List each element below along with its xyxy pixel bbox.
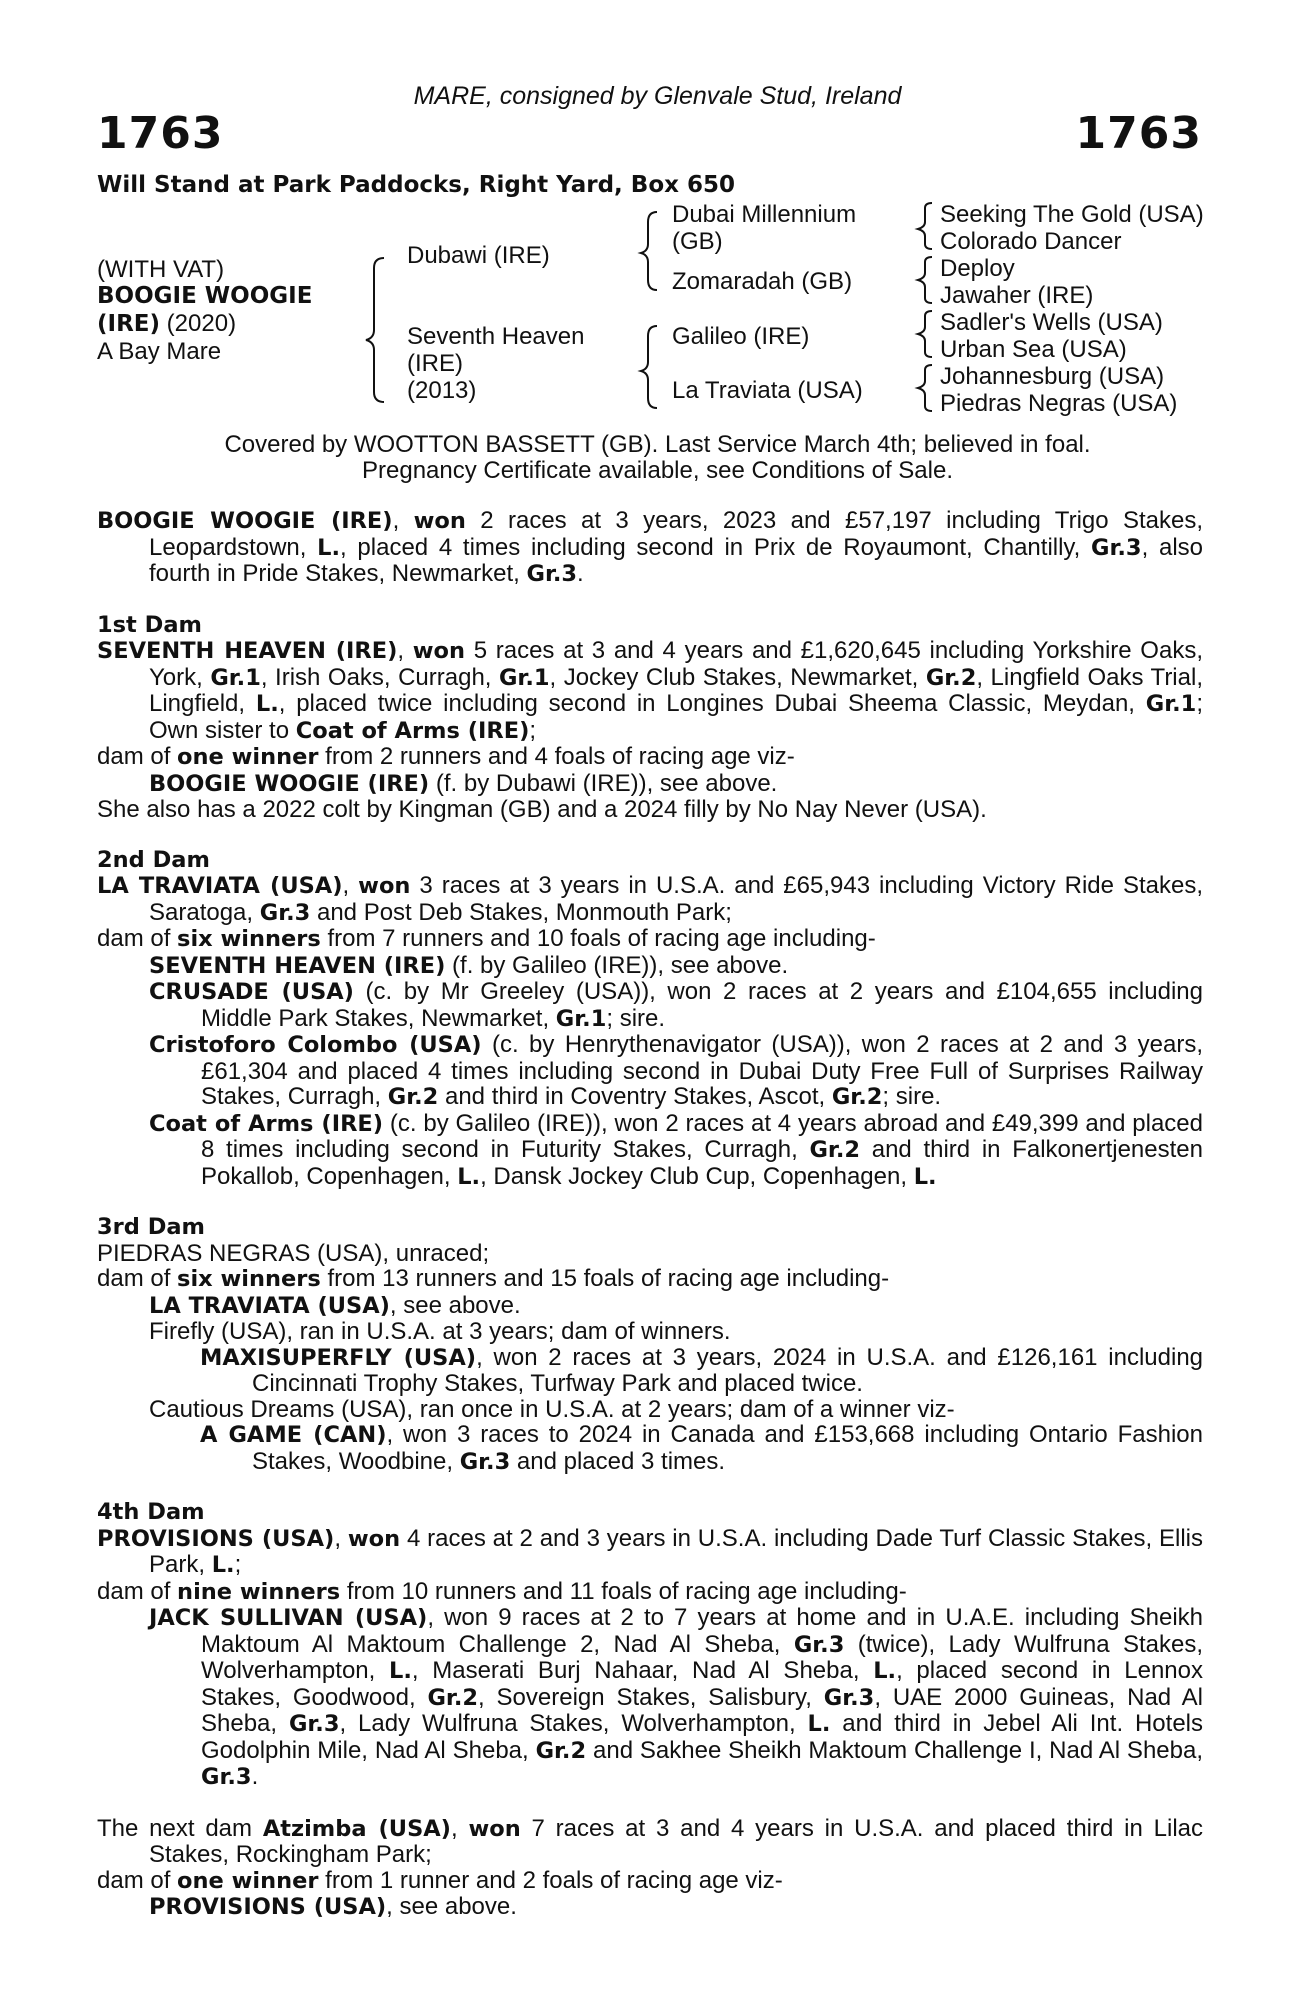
brace-dam bbox=[641, 326, 657, 408]
text-run: , Lingfield Oaks Trial, Lingfield, bbox=[149, 663, 1203, 717]
text-run: 4 races at 2 and 3 years in U.S.A. including Dade Turf Classic Stakes, Ellis Park, bbox=[149, 1524, 1203, 1578]
text-run: from 7 runners and 10 foals of racing age including- bbox=[320, 925, 876, 952]
text-run: dam of bbox=[97, 1577, 178, 1605]
bold-text-run: Gr.3 bbox=[288, 1711, 340, 1737]
consignor-line: MARE, consigned by Glenvale Stud, Ireland bbox=[413, 82, 902, 110]
covering-info: Covered by WOOTTON BASSETT (GB). Last Service March 4th; believed in foal. Pregnancy Certificate available, see Conditions of Sale. bbox=[224, 431, 1091, 484]
pedigree-dam: Seventh Heaven (IRE) (2013) bbox=[407, 323, 585, 404]
text-run: ; bbox=[234, 1551, 242, 1578]
text-run: , placed twice including second in Longines Dubai Sheema Classic, Meydan, bbox=[278, 690, 1146, 717]
text-run: . bbox=[251, 1763, 259, 1790]
text-run: , won 9 races at 2 to 7 years at home and in U.A.E. including Sheikh Maktoum Al Maktoum Challenge 2, Nad Al Sheba, bbox=[201, 1604, 1203, 1658]
text-run: dam of bbox=[97, 1866, 178, 1894]
text-run: , bbox=[397, 637, 413, 664]
pedigree-sire-sire: Dubai Millennium (GB) bbox=[672, 201, 857, 255]
first-dam-heading: 1st Dam bbox=[97, 611, 202, 638]
text-run: , bbox=[334, 1524, 348, 1552]
horse-origin: (IRE) bbox=[97, 311, 161, 337]
text-run: (twice), Lady Wulfruna Stakes, Wolverhampton, bbox=[201, 1630, 1203, 1684]
fourth-dam-produce-summary bbox=[97, 1579, 1203, 1606]
text-run: , Maserati Burj Nahaar, Nad Al Sheba, bbox=[411, 1657, 874, 1684]
bold-text-run: A GAME (CAN) bbox=[200, 1422, 387, 1448]
bold-text-run: one winner bbox=[177, 1867, 319, 1894]
bold-text-run: L. bbox=[255, 691, 279, 717]
first-dam-produce-summary bbox=[97, 744, 1203, 771]
text-run: dam of bbox=[97, 743, 178, 770]
next-dam-record bbox=[97, 1816, 1203, 1868]
text-run: dam of bbox=[97, 1265, 178, 1292]
text-run: from 1 runner and 2 foals of racing age viz- bbox=[318, 1866, 783, 1894]
vat-note: (WITH VAT) bbox=[97, 256, 225, 283]
bold-text-run: Gr.1 bbox=[555, 1005, 607, 1032]
second-dam-produce-summary bbox=[97, 926, 1203, 953]
bold-text-run: Gr.2 bbox=[535, 1737, 587, 1764]
horse-record bbox=[97, 508, 1203, 588]
text-run: , also fourth in Pride Stakes, Newmarket, bbox=[149, 533, 1203, 587]
bold-text-run: SEVENTH HEAVEN (IRE) bbox=[149, 952, 446, 979]
horse-name: BOOGIE WOOGIE bbox=[97, 283, 313, 309]
text-run: , Sovereign Stakes, Salisbury, bbox=[478, 1683, 824, 1711]
fourth-dam-heading: 4th Dam bbox=[97, 1499, 205, 1525]
text-run: from 2 runners and 4 foals of racing age viz- bbox=[318, 743, 795, 770]
bold-text-run: Coat of Arms (IRE) bbox=[295, 717, 530, 744]
bold-text-run: L. bbox=[457, 1163, 481, 1190]
fourth-dam-record bbox=[97, 1526, 1203, 1579]
bold-text-run: won bbox=[358, 873, 411, 899]
text-run: , UAE 2000 Guineas, Nad Al Sheba, bbox=[201, 1683, 1203, 1737]
text-run: 2 races at 3 years, 2023 and £57,197 including Trigo Stakes, Leopardstown, bbox=[149, 507, 1203, 561]
text-run: . bbox=[577, 560, 584, 587]
bold-text-run: L. bbox=[317, 534, 341, 561]
bold-text-run: MAXISUPERFLY (USA) bbox=[200, 1344, 477, 1371]
third-dam-heading: 3rd Dam bbox=[97, 1214, 205, 1240]
bold-text-run: Gr.1 bbox=[1145, 691, 1197, 717]
bold-text-run: Gr.3 bbox=[259, 899, 311, 926]
third-dam-grandproduce bbox=[97, 1422, 1203, 1475]
bold-text-run: PROVISIONS (USA) bbox=[149, 1894, 387, 1920]
third-dam-produce: Cautious Dreams (USA), ran once in U.S.A. at 2 years; dam of a winner viz- bbox=[149, 1395, 955, 1423]
third-dam-produce bbox=[97, 1293, 1203, 1320]
text-run: , bbox=[392, 507, 414, 534]
brace-g2 bbox=[918, 257, 932, 303]
text-run: , Jockey Club Stakes, Newmarket, bbox=[549, 663, 926, 691]
second-dam-produce bbox=[97, 1032, 1203, 1111]
text-run: , won 3 races to 2024 in Canada and £153,668 including Ontario Fashion Stakes, Woodbine, bbox=[252, 1421, 1203, 1475]
brace-g1 bbox=[918, 203, 932, 249]
bold-text-run: L. bbox=[211, 1552, 235, 1578]
bold-text-run: Gr.1 bbox=[498, 664, 550, 691]
text-run: , Dansk Jockey Club Cup, Copenhagen, bbox=[480, 1162, 914, 1190]
pedigree-dam-sire: Galileo (IRE) bbox=[672, 323, 810, 350]
bold-text-run: won bbox=[412, 638, 466, 664]
second-dam-produce bbox=[97, 1111, 1203, 1191]
text-run: , Irish Oaks, Curragh, bbox=[260, 663, 499, 691]
bold-text-run: six winners bbox=[177, 1266, 321, 1292]
text-run: and placed 3 times. bbox=[510, 1447, 726, 1475]
pedigree-sire-dam: Zomaradah (GB) bbox=[672, 268, 853, 295]
horse-description: A Bay Mare bbox=[97, 338, 222, 365]
text-run: from 13 runners and 15 foals of racing age including- bbox=[320, 1265, 890, 1292]
second-dam-produce bbox=[97, 979, 1203, 1032]
bold-text-run: BOOGIE WOOGIE (IRE) bbox=[97, 508, 393, 534]
bold-text-run: Gr.3 bbox=[201, 1764, 252, 1790]
text-run: The next dam bbox=[97, 1814, 263, 1842]
text-run: ; sire. bbox=[882, 1083, 942, 1110]
text-run: , placed second in Lennox Stakes, Goodwood, bbox=[201, 1657, 1203, 1711]
bold-text-run: JACK SULLIVAN (USA) bbox=[149, 1605, 428, 1631]
text-run: (f. by Dubawi (IRE)), see above. bbox=[429, 769, 778, 797]
brace-level1 bbox=[366, 258, 384, 402]
text-run: (c. by Henrythenavigator (USA)), won 2 races at 2 and 3 years, £61,304 and placed 4 times including second in Dubai Duty Free Full of Surprises Railway Stakes, Curragh, bbox=[201, 1031, 1203, 1110]
text-run: (f. by Galileo (IRE)), see above. bbox=[445, 951, 789, 979]
bold-text-run: CRUSADE (USA) bbox=[149, 979, 354, 1005]
first-dam-other-foals: She also has a 2022 colt by Kingman (GB) and a 2024 filly by No Nay Never (USA). bbox=[97, 796, 987, 823]
text-run: , see above. bbox=[386, 1893, 517, 1920]
bold-text-run: one winner bbox=[177, 744, 319, 770]
text-run: ; bbox=[529, 716, 537, 744]
bold-text-run: L. bbox=[388, 1658, 412, 1684]
fourth-dam-produce bbox=[97, 1605, 1203, 1791]
bold-text-run: L. bbox=[913, 1163, 937, 1190]
bold-text-run: LA TRAVIATA (USA) bbox=[97, 873, 343, 899]
brace-g4 bbox=[918, 365, 932, 411]
third-dam-grandproduce bbox=[97, 1345, 1203, 1397]
text-run: , see above. bbox=[389, 1291, 521, 1319]
bold-text-run: Atzimba (USA) bbox=[262, 1815, 451, 1842]
first-dam-produce bbox=[97, 771, 1203, 798]
text-run: and third in Falkonertjenesten Pokallob, Copenhagen, bbox=[201, 1136, 1203, 1190]
next-dam-produce-summary bbox=[97, 1868, 1203, 1895]
bold-text-run: PROVISIONS (USA) bbox=[97, 1525, 335, 1552]
text-run: (c. by Galileo (IRE)), won 2 races at 4 years abroad and £49,399 and placed 8 times including second in Futurity Stakes, Curragh, bbox=[201, 1109, 1203, 1163]
text-run: , placed 4 times including second in Prix de Royaumont, Chantilly, bbox=[340, 533, 1092, 561]
bold-text-run: L. bbox=[807, 1711, 831, 1737]
third-dam-record: PIEDRAS NEGRAS (USA), unraced; bbox=[97, 1239, 490, 1267]
third-dam-produce: Firefly (USA), ran in U.S.A. at 3 years; dam of winners. bbox=[149, 1318, 731, 1345]
bold-text-run: SEVENTH HEAVEN (IRE) bbox=[97, 638, 398, 664]
text-run: and third in Jebel Ali Int. Hotels Godolphin Mile, Nad Al Sheba, bbox=[201, 1710, 1204, 1764]
bold-text-run: Gr.3 bbox=[459, 1448, 511, 1475]
pedigree-generation-3: Seeking The Gold (USA) Colorado Dancer Deploy Jawaher (IRE) Sadler's Wells (USA) Urban Sea (USA) Johannesburg (USA) Piedras Negras (USA) bbox=[940, 201, 1204, 417]
bold-text-run: L. bbox=[873, 1658, 897, 1684]
pedigree-sire: Dubawi (IRE) bbox=[407, 242, 550, 269]
text-run: 5 races at 3 and 4 years and £1,620,645 including Yorkshire Oaks, York, bbox=[149, 637, 1203, 691]
text-run: , Lady Wulfruna Stakes, Wolverhampton, bbox=[339, 1710, 808, 1737]
text-run: from 10 runners and 11 foals of racing age including- bbox=[340, 1577, 907, 1605]
text-run: 3 races at 3 years in U.S.A. and £65,943 including Victory Ride Stakes, Saratoga, bbox=[149, 872, 1203, 926]
bold-text-run: Cristoforo Colombo (USA) bbox=[149, 1032, 482, 1058]
text-run: , won 2 races at 3 years, 2024 in U.S.A. and £126,161 including Cincinnati Trophy Stakes, Turfway Park and placed twice. bbox=[252, 1343, 1204, 1397]
bold-text-run: Gr.2 bbox=[831, 1084, 883, 1110]
bold-text-run: BOOGIE WOOGIE (IRE) bbox=[149, 770, 430, 797]
stand-location: Will Stand at Park Paddocks, Right Yard, Box 650 bbox=[97, 172, 735, 198]
text-run: and third in Coventry Stakes, Ascot, bbox=[438, 1083, 832, 1110]
second-dam-record bbox=[97, 873, 1203, 926]
text-run: , bbox=[342, 872, 359, 899]
first-dam-record bbox=[97, 638, 1203, 744]
bold-text-run: won bbox=[413, 508, 466, 534]
bold-text-run: won bbox=[347, 1525, 401, 1552]
pedigree-dam-dam: La Traviata (USA) bbox=[672, 377, 863, 404]
bold-text-run: won bbox=[468, 1815, 521, 1842]
bold-text-run: Gr.3 bbox=[823, 1684, 875, 1711]
bold-text-run: LA TRAVIATA (USA) bbox=[149, 1292, 390, 1319]
bold-text-run: Gr.1 bbox=[210, 664, 261, 691]
text-run: and Sakhee Sheikh Maktoum Challenge I, Nad Al Sheba, bbox=[586, 1736, 1204, 1764]
bold-text-run: Gr.3 bbox=[793, 1631, 845, 1658]
third-dam-produce-summary bbox=[97, 1266, 1203, 1293]
text-run: and Post Deb Stakes, Monmouth Park; bbox=[310, 898, 732, 926]
brace-g3 bbox=[918, 311, 932, 357]
bold-text-run: Gr.2 bbox=[387, 1084, 439, 1110]
bold-text-run: Gr.2 bbox=[809, 1137, 861, 1163]
bold-text-run: Gr.2 bbox=[427, 1684, 479, 1711]
lot-number-right: 1763 bbox=[1075, 108, 1202, 159]
lot-number-left: 1763 bbox=[97, 108, 224, 159]
horse-year: (2020) bbox=[160, 310, 237, 337]
bold-text-run: six winners bbox=[177, 926, 321, 952]
bold-text-run: Gr.3 bbox=[526, 561, 578, 587]
catalogue-body bbox=[97, 508, 1203, 1921]
bold-text-run: Coat of Arms (IRE) bbox=[149, 1110, 384, 1137]
bold-text-run: nine winners bbox=[177, 1578, 341, 1605]
text-run: ; Own sister to bbox=[149, 690, 1203, 744]
bold-text-run: Gr.3 bbox=[1091, 534, 1142, 561]
brace-sire bbox=[641, 212, 657, 290]
text-run: , bbox=[450, 1814, 469, 1842]
bold-text-run: Gr.2 bbox=[925, 664, 977, 691]
second-dam-heading: 2nd Dam bbox=[97, 846, 210, 873]
second-dam-produce bbox=[97, 953, 1203, 980]
text-run: ; sire. bbox=[606, 1004, 666, 1032]
text-run: (c. by Mr Greeley (USA)), won 2 races at 2 years and £104,655 including Middle Park Stakes, Newmarket, bbox=[201, 978, 1203, 1032]
text-run: dam of bbox=[97, 925, 178, 952]
next-dam-produce bbox=[97, 1894, 1203, 1921]
text-run: 7 races at 3 and 4 years in U.S.A. and placed third in Lilac Stakes, Rockingham Park; bbox=[149, 1814, 1203, 1868]
